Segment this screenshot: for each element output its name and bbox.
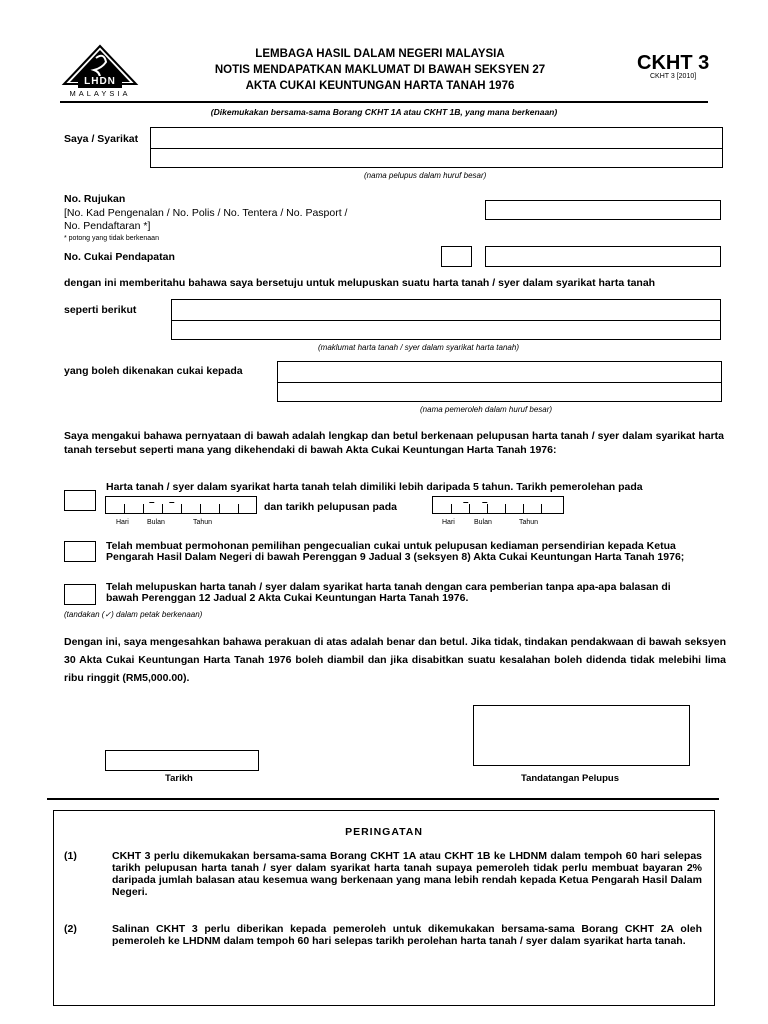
taxable-label: yang boleh dikenakan cukai kepada — [64, 365, 243, 377]
acq-year-label: Tahun — [193, 519, 213, 526]
acq-day-label: Hari — [116, 519, 129, 526]
ref-options-2: No. Pendaftaran *] — [64, 220, 151, 232]
option-3-text: Telah melupuskan harta tanah / syer dalam syarikat harta tanah dengan cara pemberian tanpa apa-apa balasan di bawah Perenggan 12 Jadual 2 Akta Cukai Keuntungan Harta Tanah 1976. — [106, 581, 671, 604]
signature-box[interactable] — [473, 705, 690, 766]
tick-note: (tandakan (✓) dalam petak berkenaan) — [64, 610, 203, 619]
form-code: CKHT 3 — [637, 52, 710, 74]
header-line-2: NOTIS MENDAPATKAN MAKLUMAT DI BAWAH SEKSYEN 27 — [214, 64, 546, 76]
acq-month-label: Bulan — [147, 519, 165, 526]
header-divider — [60, 101, 708, 103]
logo-text: LHDN — [84, 76, 116, 87]
acquirer-input-2[interactable] — [277, 382, 722, 402]
dis-date-sep-1: – — [463, 497, 469, 508]
dis-year-label: Tahun — [519, 519, 539, 526]
logo-subtext: MALAYSIA — [69, 89, 131, 98]
taxable-caption: (nama pemeroleh dalam huruf besar) — [420, 405, 553, 414]
header-line-3: AKTA CUKAI KEUNTUNGAN HARTA TANAH 1976 — [245, 80, 515, 92]
dis-month-label: Bulan — [474, 519, 492, 526]
disposal-date-label: dan tarikh pelupusan pada — [264, 501, 398, 513]
signature-label: Tandatangan Pelupus — [521, 773, 620, 784]
warning-item-1-num: (1) — [64, 850, 77, 862]
ref-note: * potong yang tidak berkenaan — [64, 235, 159, 242]
warning-item-2-text: Salinan CKHT 3 perlu diberikan kepada pemeroleh untuk dikemukakan bersama-sama Borang CKHT 2A oleh pemeroleh ke LHDNM dalam tempoh 60 hari selepas tarikh perolehan harta tanah / syer dalam syarikat harta tanah. — [112, 923, 702, 947]
property-label: seperti berikut — [64, 304, 137, 316]
property-input-2[interactable] — [171, 320, 721, 340]
acq-date-div-2 — [143, 504, 144, 514]
date-label: Tarikh — [165, 773, 193, 784]
date-input[interactable] — [105, 750, 259, 771]
lhdn-logo — [60, 44, 140, 100]
company-caption: (nama pelupus dalam huruf besar) — [364, 171, 487, 180]
confirmation-text: Dengan ini, saya mengesahkan bahawa perakuan di atas adalah benar dan betul. Jika tidak, tindakan pendakwaan di bawah seksyen 30 Akta Cukai Keuntungan Harta Tanah 1976 boleh diambil dan jika disabitkan suatu kesalahan boleh didenda tidak melebihi lima ribu ringgit (RM5,000.00). — [64, 636, 726, 684]
dis-date-div-2 — [469, 504, 470, 514]
header-line-1: LEMBAGA HASIL DALAM NEGERI MALAYSIA — [255, 48, 505, 60]
company-label: Saya / Syarikat — [64, 133, 139, 145]
ref-options-1: [No. Kad Pengenalan / No. Polis / No. Tentera / No. Pasport / — [64, 207, 348, 219]
dis-date-div-1 — [451, 504, 452, 514]
company-name-input-1[interactable] — [150, 127, 723, 149]
dis-date-div-4 — [505, 504, 506, 514]
tax-number-input[interactable] — [485, 246, 721, 267]
acq-date-div-7 — [238, 504, 239, 514]
acq-date-div-4 — [181, 504, 182, 514]
acq-date-sep-1: – — [149, 497, 155, 508]
declaration-text: Saya mengakui bahawa pernyataan di bawah adalah lengkap dan betul berkenaan pelupusan harta tanah / syer dalam syarikat harta tanah tersebut seperti mana yang dikehendaki di bawah Akta Cukai Keuntungan Harta Tanah 1976: — [64, 430, 724, 456]
ref-label: No. Rujukan — [64, 193, 126, 205]
option-2-checkbox[interactable] — [64, 541, 96, 562]
acq-date-div-1 — [124, 504, 125, 514]
option-1-text: Harta tanah / syer dalam syarikat harta tanah telah dimiliki lebih daripada 5 tahun. Tarikh pemerolehan pada — [106, 481, 643, 493]
acq-date-div-3 — [162, 504, 163, 514]
submission-note: (Dikemukakan bersama-sama Borang CKHT 1A atau CKHT 1B, yang mana berkenaan) — [210, 107, 558, 117]
tax-label: No. Cukai Pendapatan — [64, 251, 175, 263]
acq-date-div-6 — [219, 504, 220, 514]
section-divider — [47, 798, 719, 800]
dis-date-div-6 — [541, 504, 542, 514]
acq-date-div-5 — [200, 504, 201, 514]
warning-box — [53, 810, 715, 1006]
acq-date-sep-2: – — [169, 497, 175, 508]
form-version: CKHT 3 [2010] — [650, 73, 697, 80]
notify-text: dengan ini memberitahu bahawa saya bersetuju untuk melupuskan suatu harta tanah / syer dalam syarikat harta tanah — [64, 277, 656, 289]
warning-item-1-text: CKHT 3 perlu dikemukakan bersama-sama Borang CKHT 1A atau CKHT 1B ke LHDNM dalam tempoh 60 hari selepas tarikh pelupusan harta tanah / syer dalam syarikat harta tanah supaya pemeroleh tidak perlu membuat bayaran 2% daripada jumlah balasan atau kesemua wang berkenaan yang mana lebih rendah kepada Ketua Pengarah Hasil Dalam Negeri. — [112, 850, 702, 898]
property-caption: (maklumat harta tanah / syer dalam syarikat harta tanah) — [318, 343, 519, 352]
dis-date-sep-2: – — [482, 497, 488, 508]
property-input-1[interactable] — [171, 299, 721, 321]
tax-prefix-input[interactable] — [441, 246, 472, 267]
warning-item-2-num: (2) — [64, 923, 77, 935]
company-name-input-2[interactable] — [150, 148, 723, 168]
warning-title: PERINGATAN — [345, 826, 423, 838]
dis-date-div-5 — [523, 504, 524, 514]
option-3-checkbox[interactable] — [64, 584, 96, 605]
acquirer-input-1[interactable] — [277, 361, 722, 383]
ref-number-input[interactable] — [485, 200, 721, 220]
option-1-checkbox[interactable] — [64, 490, 96, 511]
dis-day-label: Hari — [442, 519, 455, 526]
option-2-text: Telah membuat permohonan pemilihan pengecualian cukai untuk pelupusan kediaman persendirian kepada Ketua Pengarah Hasil Dalam Negeri di bawah Perenggan 9 Jadual 3 (seksyen 8) Akta Cukai Keuntungan Harta Tanah 1976; — [106, 540, 685, 563]
